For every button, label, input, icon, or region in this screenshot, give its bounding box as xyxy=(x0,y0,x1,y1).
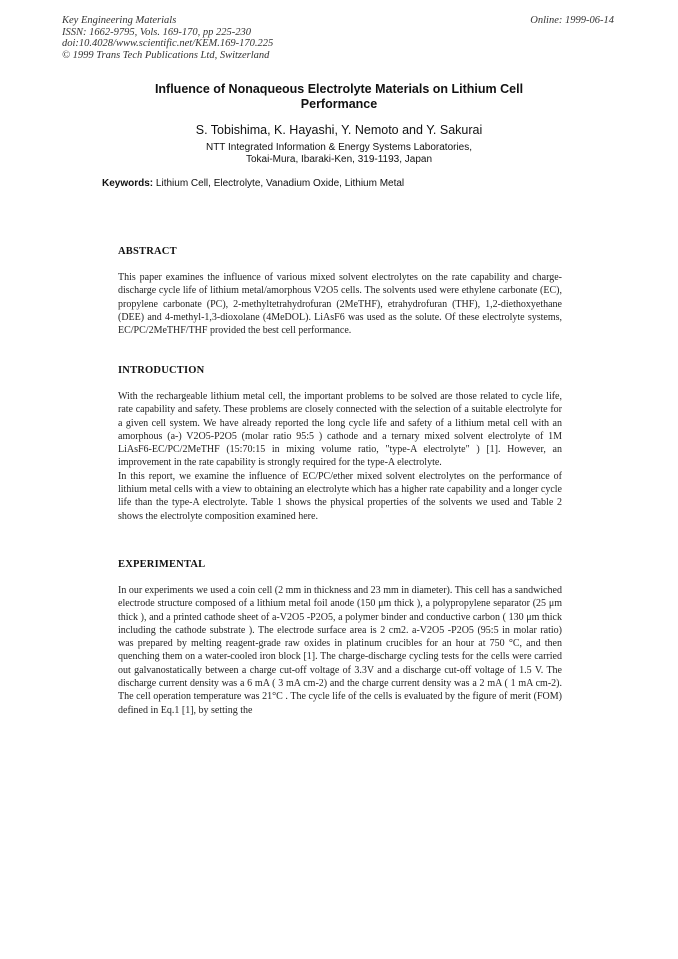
experimental-text xyxy=(118,584,562,717)
introduction-heading: INTRODUCTION xyxy=(118,365,205,376)
title-line-2: Performance xyxy=(300,96,378,111)
online-date: Online: 1999-06-14 xyxy=(530,15,614,26)
affiliation-line-2: Tokai-Mura, Ibaraki-Ken, 319-1193, Japan xyxy=(245,154,433,165)
affiliation-line-1: NTT Integrated Information & Energy Systems Laboratories, xyxy=(205,142,473,153)
issn-line: ISSN: 1662-9795, Vols. 169-170, pp 225-230 xyxy=(62,26,251,38)
experimental-paragraph: In our experiments we used a coin cell (2 mm in thickness and 23 mm in diameter). This cell has a sandwiched electrode structure composed of a lithium metal foil anode (150 μm thick ), a polypropylene separator (25 μm thick ), and a printed cathode sheet of a-V2O5 -P2O5, a polymer binder and conductive carbon ( 130 μm thick including the cathode substrate ). The electrode surface area is 2 cm2. a-V2O5 -P2O5 (95:5 in molar ratio) was prepared by melting reagent-grade raw oxides in platinum crucibles for an hour at 750 °C, and then quenching them on a water-cooled iron block [1]. The charge-discharge cycling tests for the cells were carried out galvanostatically between a charge cut-off voltage of 3.3V and a discharge cut-off voltage of 1.5 V. The discharge current density was a 6 mA ( 3 mA cm-2) and the charge current density was a 2 mA ( 1 mA cm-2). The cell operation temperature was 21°C . The cycle life of the cells is evaluated by the figure of merit (FOM) defined in Eq.1 [1], by setting the xyxy=(118,585,562,716)
author-list: S. Tobishima, K. Hayashi, Y. Nemoto and Y. Sakurai xyxy=(195,123,483,137)
abstract-paragraph: This paper examines the influence of various mixed solvent electrolytes on the rate capability and charge-discharge cycle life of lithium metal/amorphous V2O5 cells. The solvents used were ethylene carbonate (EC), propylene carbonate (PC), 2-methyltetrahydrofuran (2MeTHF), etrahydrofuran (THF), 1,2-diethoxyethane (DEE) and 4-methyl-1,3-dioxolane (4MeDOL). LiAsF6 was used as the solute. Of these electrolyte systems, EC/PC/2MeTHF/THF provided the best cell performance. xyxy=(118,272,562,337)
title-line-1: Influence of Nonaqueous Electrolyte Materials on Lithium Cell xyxy=(154,82,524,96)
journal-header xyxy=(62,15,273,61)
introduction-paragraph-1: With the rechargeable lithium metal cell, the important problems to be solved are those related to cycle life, rate capability and safety. These problems are closely connected with the selection of a suitable electrolyte for a given cell system. We have already reported the long cycle life and safety of a lithium metal cell with an amorphous (a-) V2O5-P2O5 (molar ratio 95:5 ) cathode and a ternary mixed solvent electrolyte of 1M LiAsF6-EC/PC/2MeTHF (15:70:15 in mixing volume ratio, "type-A electrolyte" ) [1]. However, an improvement in the rate capability is strongly required for the type-A electrolyte. xyxy=(118,391,562,469)
affiliation xyxy=(100,142,578,166)
introduction-paragraph-2: In this report, we examine the influence of EC/PC/ether mixed solvent electrolytes on the performance of lithium metal cells with a view to obtaining an electrolyte which has a higher rate capability and a longer cycle life than the type-A electrolyte. Table 1 shows the physical properties of the solvents we used and Table 2 shows the electrolyte composition examined here. xyxy=(118,470,562,522)
paper-title xyxy=(100,82,578,111)
journal-name: Key Engineering Materials xyxy=(62,15,177,26)
abstract-text xyxy=(118,271,562,337)
abstract-heading: ABSTRACT xyxy=(118,246,177,257)
keywords-label: Keywords: xyxy=(102,178,154,189)
keywords-text: Lithium Cell, Electrolyte, Vanadium Oxide, Lithium Metal xyxy=(155,178,405,189)
copyright-line: © 1999 Trans Tech Publications Ltd, Switzerland xyxy=(62,49,270,61)
doi-line: doi:10.4028/www.scientific.net/KEM.169-170.225 xyxy=(62,38,274,49)
introduction-text xyxy=(118,390,562,523)
keywords xyxy=(102,178,404,189)
experimental-heading: EXPERIMENTAL xyxy=(118,559,206,570)
